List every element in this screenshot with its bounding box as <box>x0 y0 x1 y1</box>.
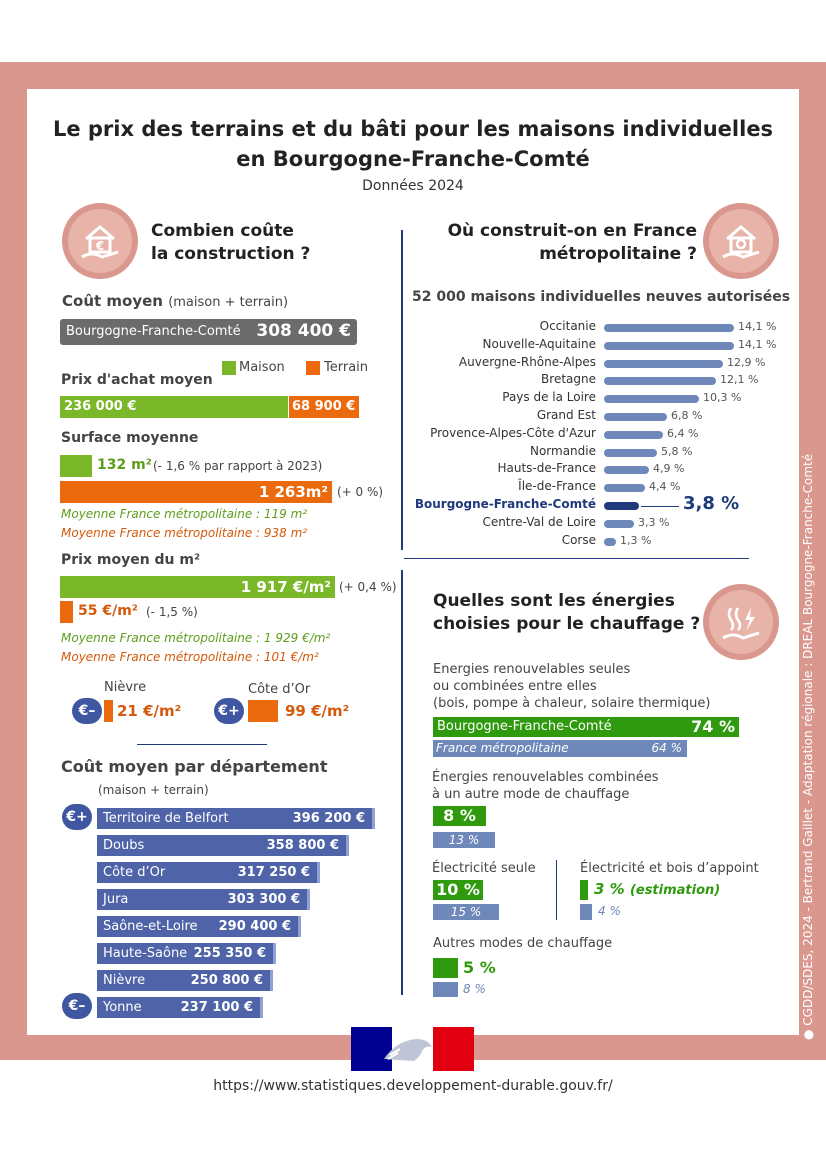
region-label: Provence-Alpes-Côte d'Azur <box>430 425 596 440</box>
dept-bar: Jura 303 300 € <box>97 889 310 910</box>
region-label: Corse <box>561 532 596 547</box>
surface-france-terrain: Moyenne France métropolitaine : 938 m² <box>61 526 308 540</box>
dept-bar: Saône-et-Loire 290 400 € <box>97 916 301 937</box>
prix-m2-france-terrain: Moyenne France métropolitaine : 101 €/m² <box>61 650 319 664</box>
prix-m2-maison-bar: 1 917 €/m² <box>60 576 335 598</box>
title-line-2: en Bourgogne-Franche-Comté <box>236 147 590 171</box>
surface-maison-note: (- 1,6 % par rapport à 2023) <box>153 459 323 473</box>
page-title <box>0 114 826 174</box>
max-terrain-value: 99 €/m² <box>285 702 350 720</box>
region-row <box>402 319 777 336</box>
min-terrain-bar <box>104 700 113 722</box>
surface-label: Surface moyenne <box>61 430 199 446</box>
credit-text: ● CGDD/SDES, 2024 - Bertrand Gaillet - Adaptation régionale : DREAL Bourgogne-Franche-Comté <box>801 453 815 1040</box>
region-label: Hauts-de-France <box>497 461 596 476</box>
title-line-1: Le prix des terrains et du bâti pour les maisons individuelles <box>52 117 774 141</box>
prix-m2-terrain-bar <box>60 601 73 623</box>
euro-minus-icon: €– <box>72 698 102 724</box>
dept-bar: Nièvre 250 800 € <box>97 970 273 991</box>
legend-terrain-swatch <box>306 361 320 375</box>
region-row <box>402 408 772 425</box>
region-value: 6,8 % <box>671 409 703 422</box>
dept-bar: Haute-Saône 255 350 € <box>97 943 276 964</box>
renouvelable-bfc-bar: Bourgogne-Franche-Comté 74 % <box>433 717 739 737</box>
heating-hand-icon <box>703 584 779 660</box>
region-bar <box>604 431 663 439</box>
surface-terrain-note: (+ 0 %) <box>337 485 384 499</box>
region-bar <box>604 360 723 368</box>
region-label: Occitanie <box>539 319 596 333</box>
ou-subheading: 52 000 maisons individuelles neuves autorisées <box>412 289 791 305</box>
region-bar <box>604 342 734 350</box>
autres-france-value: 8 % <box>463 982 486 996</box>
region-value: 10,3 % <box>703 391 742 405</box>
euro-plus-icon: €+ <box>62 804 92 830</box>
surface-france-maison: Moyenne France métropolitaine : 119 m² <box>61 507 308 521</box>
region-row <box>402 372 772 389</box>
legend-maison-label: Maison <box>239 360 285 375</box>
energy-divider <box>556 860 557 920</box>
renouvelable-label: Energies renouvelables seules ou combinées entre elles (bois, pompe à chaleur, solaire thermique) <box>433 662 711 711</box>
prix-m2-terrain-note: (- 1,5 %) <box>146 605 198 619</box>
region-label: Pays de la Loire <box>502 390 596 405</box>
max-terrain-bar <box>248 700 278 722</box>
prix-maison-bar: 236 000 € <box>60 396 288 418</box>
region-bar <box>604 413 667 421</box>
region-row <box>402 444 772 461</box>
max-dept-label: Côte d’Or <box>248 682 311 697</box>
house-location-icon <box>703 203 779 279</box>
legend-terrain-label: Terrain <box>324 360 369 375</box>
prix-m2-maison-note: (+ 0,4 %) <box>339 580 397 594</box>
combine-bfc-bar: 8 % <box>433 806 486 826</box>
min-dept-label: Nièvre <box>104 680 147 695</box>
region-value: 1,3 % <box>620 533 652 547</box>
electricite-label: Électricité seule <box>432 861 536 876</box>
region-bar <box>604 395 699 403</box>
house-euro-icon <box>62 203 138 279</box>
section-divider <box>137 744 267 745</box>
elec-bois-bfc-value: 3 % (estimation) <box>594 880 721 898</box>
region-value: 4,4 % <box>649 480 681 494</box>
vertical-divider-bottom <box>401 570 403 995</box>
region-row <box>402 533 772 550</box>
euro-plus-icon: €+ <box>214 698 244 724</box>
republique-logo <box>351 1027 474 1071</box>
combine-label: Énergies renouvelables combinées à un autre mode de chauffage <box>432 770 659 802</box>
region-cost-box: Bourgogne-Franche-Comté 308 400 € <box>60 319 357 345</box>
autres-label: Autres modes de chauffage <box>433 936 613 951</box>
elec-bois-bfc-bar <box>580 880 588 900</box>
electricite-france-bar: 15 % <box>433 904 499 920</box>
region-row <box>402 515 772 532</box>
region-value: 14,1 % <box>738 320 777 333</box>
dept-bar: Doubs 358 800 € <box>97 835 349 856</box>
prix-terrain-bar: 68 900 € <box>289 396 359 418</box>
construction-heading: Combien coûte la construction ? <box>151 221 311 264</box>
legend-maison-swatch <box>222 361 236 375</box>
region-value: 4,9 % <box>653 462 685 476</box>
region-value: 3,3 % <box>638 515 670 529</box>
region-label: Grand Est <box>536 408 596 422</box>
region-row <box>402 426 772 443</box>
region-bar <box>604 466 649 474</box>
region-value: 5,8 % <box>661 444 693 458</box>
highlight-leader-line <box>641 506 679 507</box>
footer-url[interactable]: https://www.statistiques.developpement-durable.gouv.fr/ <box>213 1078 613 1094</box>
region-value: 12,1 % <box>720 373 759 387</box>
autres-bfc-bar <box>433 958 458 978</box>
region-bar <box>604 449 657 457</box>
region-label: Nouvelle-Aquitaine <box>482 336 596 351</box>
prix-m2-label: Prix moyen du m² <box>61 552 201 568</box>
region-label: Normandie <box>529 443 596 458</box>
region-value: 3,8 % <box>683 493 740 514</box>
prix-achat-label: Prix d'achat moyen <box>61 372 213 388</box>
min-terrain-value: 21 €/m² <box>117 702 182 720</box>
surface-maison-value: 132 m² <box>97 457 152 473</box>
region-value: 12,9 % <box>727 355 766 369</box>
region-label: Bretagne <box>541 372 596 387</box>
elec-bois-france-bar <box>580 904 592 920</box>
renouvelable-france-bar: France métropolitaine 64 % <box>433 740 687 757</box>
dept-bar: Territoire de Belfort 396 200 € <box>97 808 375 829</box>
horizontal-divider <box>404 558 749 559</box>
region-row <box>402 336 777 354</box>
region-row <box>402 461 772 478</box>
region-bar <box>604 484 645 492</box>
region-row <box>402 390 772 407</box>
subtitle: Données 2024 <box>362 178 464 194</box>
combine-france-bar: 13 % <box>433 832 495 848</box>
region-value: 14,1 % <box>738 337 777 351</box>
electricite-bfc-bar: 10 % <box>433 880 483 900</box>
autres-france-bar <box>433 982 458 997</box>
region-bar <box>604 324 734 332</box>
departements-note: (maison + terrain) <box>98 783 209 797</box>
region-row <box>402 355 772 372</box>
region-value: 6,4 % <box>667 426 699 440</box>
region-label: Auvergne-Rhône-Alpes <box>458 354 596 369</box>
region-bar <box>604 538 616 546</box>
region-label: Bourgogne-Franche-Comté <box>414 497 596 511</box>
chauffage-heading: Quelles sont les énergies choisies pour le chauffage ? <box>433 591 701 634</box>
surface-terrain-bar: 1 263m² <box>60 481 332 503</box>
prix-m2-france-maison: Moyenne France métropolitaine : 1 929 €/m² <box>61 631 331 645</box>
region-bar <box>604 520 634 528</box>
euro-minus-icon: €– <box>62 993 92 1019</box>
region-label: Centre-Val de Loire <box>482 514 596 529</box>
prix-m2-terrain-value: 55 €/m² <box>78 603 138 619</box>
departements-heading: Coût moyen par département <box>61 757 328 776</box>
region-row <box>402 493 772 514</box>
ou-heading: Où construit-on en France métropolitaine ? <box>447 221 697 264</box>
region-bar <box>604 502 639 510</box>
surface-maison-bar <box>60 455 92 477</box>
dept-bar: Yonne 237 100 € <box>97 997 263 1018</box>
svg-text:€: € <box>95 239 105 253</box>
cout-moyen-label: Coût moyen (maison + terrain) <box>62 292 289 310</box>
dept-bar: Côte d’Or 317 250 € <box>97 862 320 883</box>
autres-bfc-value: 5 % <box>463 958 496 977</box>
elec-bois-label: Électricité et bois d’appoint <box>580 861 759 876</box>
region-bar <box>604 377 716 385</box>
region-label: Île-de-France <box>518 479 596 494</box>
elec-bois-france-value: 4 % <box>598 904 621 918</box>
